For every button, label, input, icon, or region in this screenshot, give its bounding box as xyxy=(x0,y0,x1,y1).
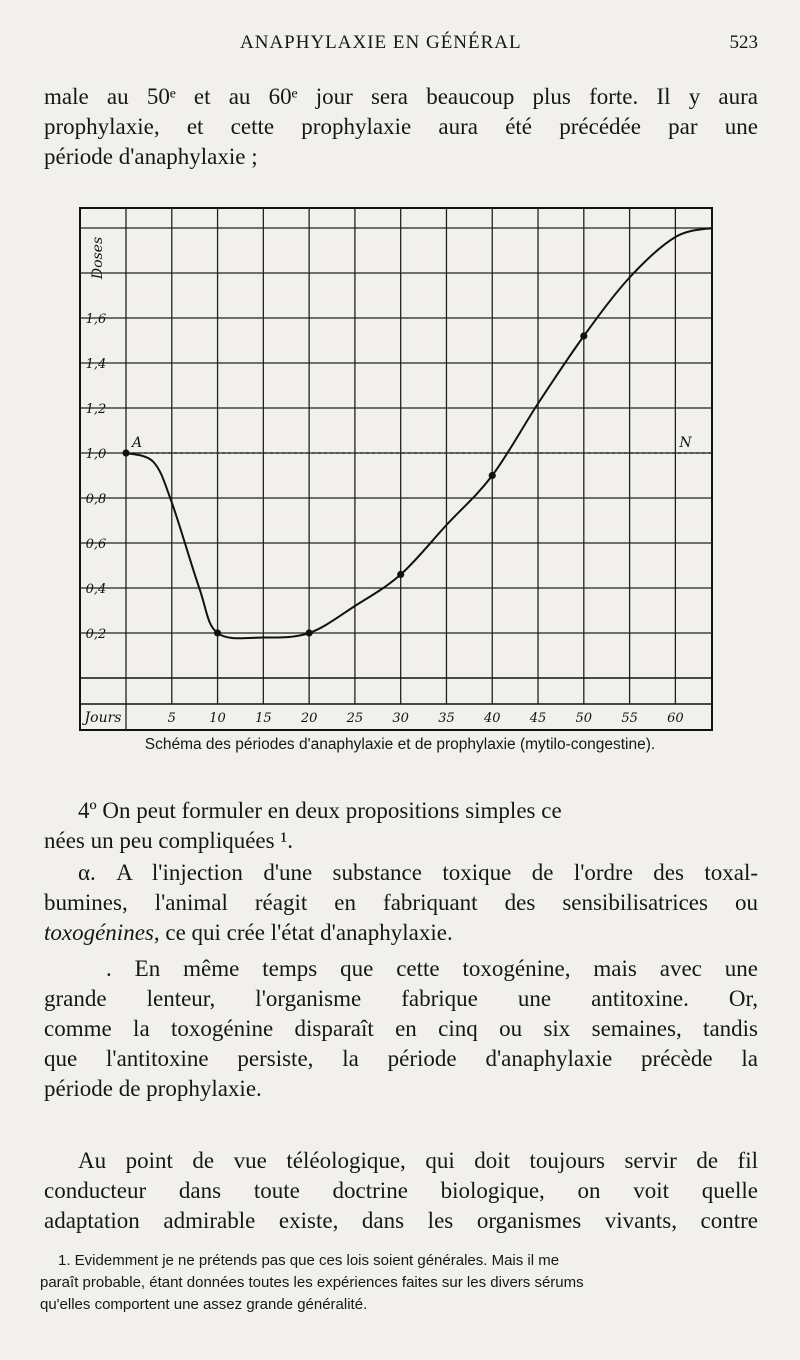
footnote-line: paraît probable, étant données toutes les expériences faites sur les divers sérums xyxy=(40,1274,584,1291)
text-line: période d'anaphylaxie ; xyxy=(44,144,258,169)
data-point xyxy=(489,472,496,479)
x-tick-label: 15 xyxy=(255,711,272,726)
x-tick-label: 50 xyxy=(575,711,593,726)
text-line: adaptation admirable existe, dans les organismes vivants, contre xyxy=(44,1208,758,1233)
dose-curve xyxy=(126,228,712,638)
footnote xyxy=(40,1250,762,1316)
paragraph-alpha xyxy=(44,858,758,948)
data-point xyxy=(580,332,587,339)
text-line: prophylaxie, et cette prophylaxie aura été précédée par une xyxy=(44,114,758,139)
x-axis-label: Jours xyxy=(84,710,122,726)
y-axis-label: Doses xyxy=(90,236,106,280)
y-tick-label: 0,8 xyxy=(85,492,107,507)
text-line: bumines, l'animal réagit en fabriquant des sensibilisatrices ou xyxy=(44,890,758,915)
paragraph-teleology xyxy=(44,1146,758,1236)
text-line: 4º On peut formuler en deux propositions simples ce xyxy=(78,798,562,823)
chart-frame xyxy=(80,208,712,730)
text-line: . En même temps que cette toxogénine, mais avec une xyxy=(106,956,758,981)
x-tick-label: 20 xyxy=(300,711,318,726)
text-line: grande lenteur, l'organisme fabrique une antitoxine. Or, xyxy=(44,986,758,1011)
footnote-line: qu'elles comportent une assez grande généralité. xyxy=(40,1296,368,1313)
italic-term: toxogénines xyxy=(44,920,154,945)
x-tick-label: 55 xyxy=(621,711,638,726)
y-tick-label: 1,4 xyxy=(85,357,107,372)
x-tick-label: 60 xyxy=(667,711,684,726)
running-title: ANAPHYLAXIE EN GÉNÉRAL xyxy=(240,32,522,53)
y-tick-label: 0,6 xyxy=(85,537,107,552)
intro-paragraph xyxy=(44,82,758,172)
point-annotation: N xyxy=(679,435,692,451)
data-point xyxy=(397,571,404,578)
anaphylaxis-chart xyxy=(40,200,765,740)
text-line: α. A l'injection d'une substance toxique de l'ordre des toxal- xyxy=(78,860,758,885)
text-line: Au point de vue téléologique, qui doit toujours servir de fil xyxy=(78,1148,758,1173)
page-header xyxy=(0,28,800,62)
data-point xyxy=(306,629,313,636)
text-line: période de prophylaxie. xyxy=(44,1076,262,1101)
x-tick-label: 10 xyxy=(209,711,226,726)
y-tick-label: 0,4 xyxy=(85,582,107,597)
data-point xyxy=(122,449,129,456)
x-tick-label: 30 xyxy=(392,711,409,726)
paragraph-4 xyxy=(44,796,758,856)
y-tick-label: 1,6 xyxy=(85,312,107,327)
text-line: que l'antitoxine persiste, la période d'anaphylaxie précède la xyxy=(44,1046,758,1071)
page-number: 523 xyxy=(729,32,758,53)
data-point xyxy=(214,629,221,636)
text-line: male au 50ᵉ et au 60ᵉ jour sera beaucoup plus forte. Il y aura xyxy=(44,84,758,109)
text-line: conducteur dans toute doctrine biologique, on voit quelle xyxy=(44,1178,758,1203)
text-line: nées un peu compliquées ¹. xyxy=(44,828,293,853)
paragraph-3 xyxy=(44,954,758,1104)
footnote-line: 1. Evidemment je ne prétends pas que ces lois soient générales. Mais il me xyxy=(58,1252,560,1269)
y-tick-label: 1,0 xyxy=(85,447,107,462)
text-line xyxy=(44,918,758,948)
x-tick-label: 25 xyxy=(346,711,364,726)
x-tick-label: 40 xyxy=(483,711,501,726)
figure-caption: Schéma des périodes d'anaphylaxie et de prophylaxie (mytilo-congestine). xyxy=(144,736,656,753)
text-line: comme la toxogénine disparaît en cinq ou six semaines, tandis xyxy=(44,1016,758,1041)
y-tick-label: 1,2 xyxy=(85,402,107,417)
x-tick-label: 45 xyxy=(529,711,547,726)
x-tick-label: 35 xyxy=(438,711,455,726)
point-annotation: A xyxy=(132,435,143,451)
x-tick-label: 5 xyxy=(167,711,176,726)
text-fragment: , ce qui crée l'état d'anaphylaxie. xyxy=(153,920,453,945)
y-tick-label: 0,2 xyxy=(85,627,107,642)
